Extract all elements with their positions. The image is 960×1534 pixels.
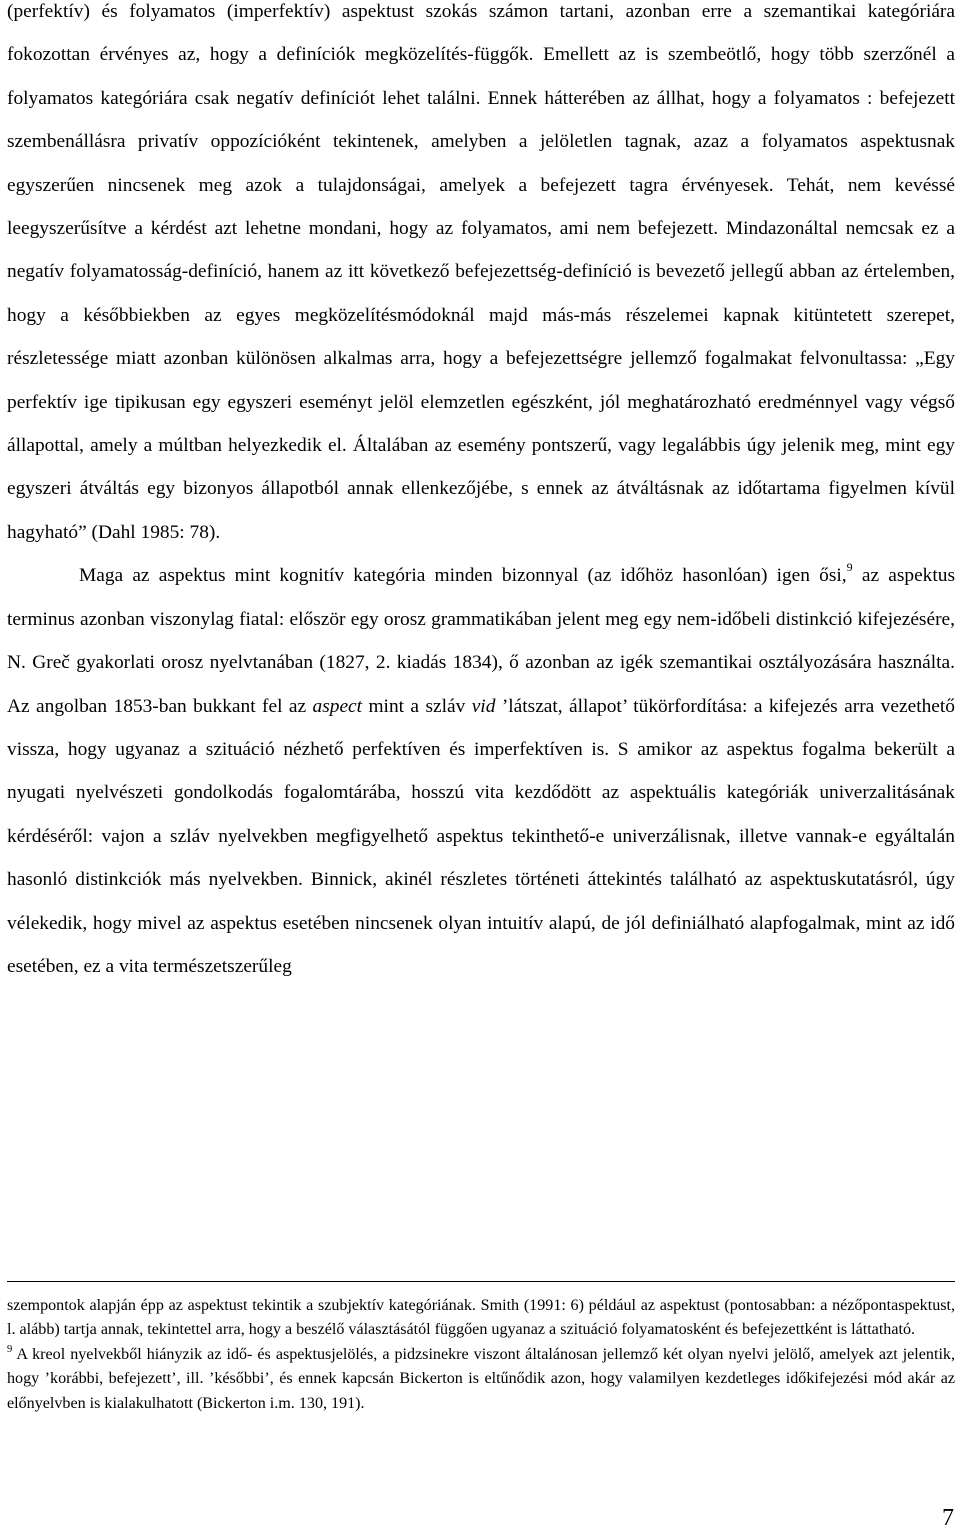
paragraph-2-text-c: mint a szláv: [362, 695, 472, 717]
footnote-9: [7, 1343, 955, 1416]
footnote-9-number: 9: [7, 1343, 13, 1355]
paragraph-1: [7, 0, 955, 554]
footnotes: [7, 1294, 955, 1416]
main-text: [7, 0, 955, 988]
italic-term-aspect: aspect: [312, 695, 363, 717]
footnote-continued: [7, 1294, 955, 1343]
document-page: [7, 0, 955, 988]
page-number: 7: [942, 1505, 954, 1531]
paragraph-2-text-a: Maga az aspektus mint kognitív kategória minden bizonnyal (az időhöz hasonlóan) igen ősi,: [79, 565, 847, 587]
paragraph-1-text: (perfektív) és folyamatos (imperfektív) aspektust szokás számon tartani, azonban erre a szemantikai kategóriára fokozottan érvényes az, hogy a definíciók megközelítés-függők. Emellett az is szembeötlő, hogy több szerzőnél a folyamatos kategóriára csak negatív definíciót lehet találni. Ennek hátterében az állhat, hogy a folyamatos : befejezett szembenállásra privatív oppozícióként tekintenek, amelyben a jelöletlen tagnak, azaz a folyamatos aspektusnak egyszerűen nincsenek meg azok a tulajdonságai, amelyek a befejezett tagra érvényesek. Tehát, nem kevéssé leegyszerűsítve a kérdést azt lehetne mondani, hogy az folyamatos, ami nem befejezett. Mindazonáltal nemcsak ez a negatív folyamatosság-definíció, hanem az itt következő befejezettség-definíció is bevezető jellegű abban az értelemben, hogy a későbbiekben az egyes megközelítésmódoknál majd más-más részelemei kapnak kitüntetett szerepet, részletessége miatt azonban különösen alkalmas arra, hogy a befejezettségre jellemző fogalmakat felvonultassa: „Egy perfektív ige tipikusan egy egyszeri eseményt jelöl elemzetlen egészként, jól meghatározható eredménnyel vagy végső állapottal, amely a múltban helyezkedik el. Általában az esemény pontszerű, vagy legalábbis úgy jelenik meg, mint egy egyszeri átváltás egy bizonyos állapotból annak ellenkezőjébe, s ennek az átváltásnak az időtartama figyelmen kívül hagyható” (Dahl 1985: 78).: [7, 1, 955, 543]
paragraph-2: [7, 554, 955, 988]
footnote-separator: [7, 1281, 955, 1282]
footnote-9-text: A kreol nyelvekből hiányzik az idő- és aspektusjelölés, a pidzsinekre viszont általánosan jellemző két olyan nyelvi jelölő, amelyek azt jelentik, hogy ’korábbi, befejezett’, ill. ’későbbi’, és ennek kapcsán Bickerton is eltűnődik azon, hogy valamilyen kezdetleges időkifejezési mód akár az előnyelvben is kialakulhatott (Bickerton i.m. 130, 191).: [7, 1345, 955, 1412]
italic-term-vid: vid: [471, 695, 496, 717]
footnote-reference[interactable]: 9: [846, 560, 853, 575]
paragraph-2-text-b: az aspektus terminus azonban viszonylag fiatal: először egy orosz grammatikában jelent meg egy nem-időbeli distinkció kifejezésére, N. Greč gyakorlati orosz nyelvtanában (1827, 2. kiadás 1834), ő azonban az igék szemantikai osztályozására használta. Az angolban 1853-ban bukkant fel az: [7, 565, 956, 717]
footnote-continued-text: szempontok alapján épp az aspektust tekintik a szubjektív kategóriának. Smith (1991: 6) például az aspektust (pontosabban: a nézőpontaspektust, l. alább) tartja annak, tekintettel arra, hogy a beszélő választásától függően ugyanaz a szituáció folyamatosként és befejezettként is láttatható.: [7, 1297, 955, 1339]
paragraph-2-text-d: ’látszat, állapot’ tükörfordítása: a kifejezés arra vezethető vissza, hogy ugyanaz a szituáció nézhető perfektíven és imperfektíven is. S amikor az aspektus fogalma bekerült a nyugati nyelvészeti gondolkodás fogalomtárába, hosszú vita kezdődött az aspektuális kategóriák univerzalitásának kérdéséről: vajon a szláv nyelvekben megfigyelhető aspektus tekinthető-e univerzálisnak, illetve vannak-e egyáltalán hasonló distinkciók más nyelvekben. Binnick, akinél részletes történeti áttekintés található az aspektuskutatásról, úgy vélekedik, hogy mivel az aspektus esetében nincsenek olyan intuitív alapú, de jól definiálható alapfogalmak, mint az idő esetében, ez a vita természetszerűleg: [7, 695, 955, 977]
